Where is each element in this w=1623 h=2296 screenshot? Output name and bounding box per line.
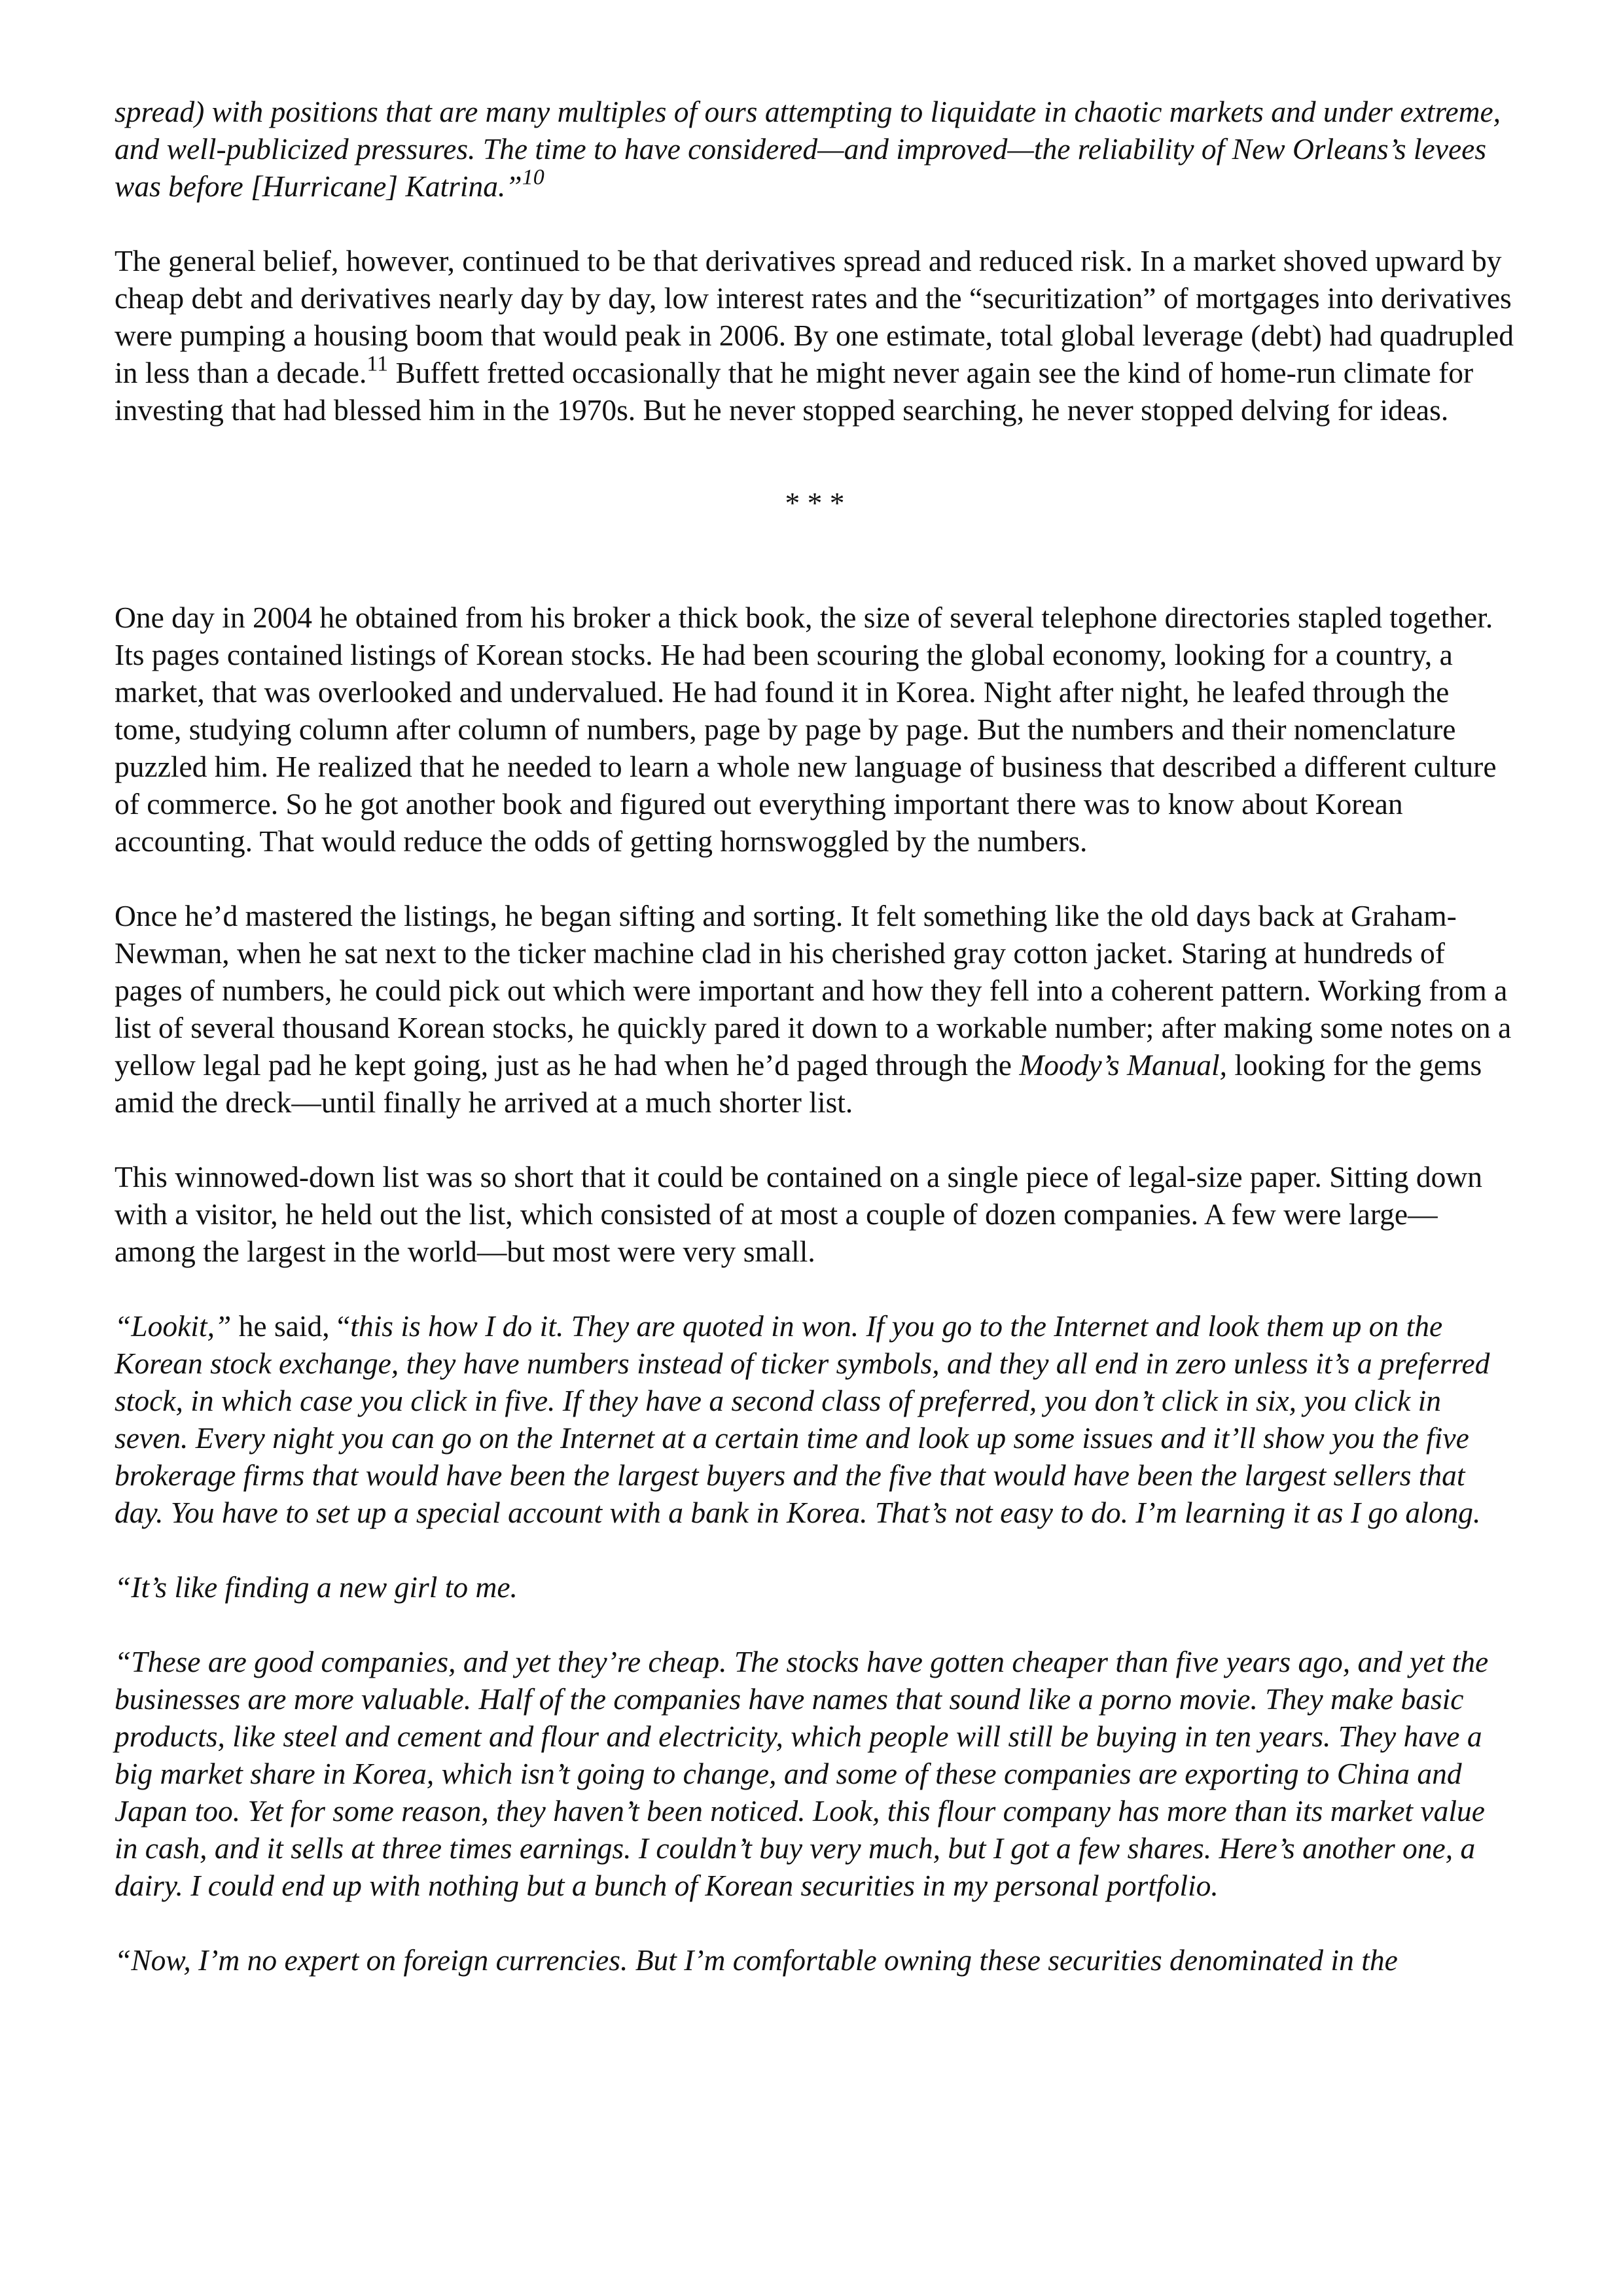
paragraph-lookit-quote (115, 1307, 1515, 1531)
paragraph-new-girl (115, 1568, 1515, 1606)
text-segment: One day in 2004 he obtained from his broker a thick book, the size of several telephone directories stapled together. Its pages contained listings of Korean stocks. He had been scouring the global economy, looking for a country, a market, that was overlooked and undervalued. He had found it in Korea. Night after night, he leafed through the tome, studying column after column of numbers, page by page by page. But the numbers and their nomenclature puzzled him. He realized that he needed to learn a whole new language of business that described a different culture of commerce. So he got another book and figured out everything important there was to know about Korean accounting. That would reduce the odds of getting hornswoggled by the numbers. (115, 601, 1497, 858)
paragraph-foreign-currencies (115, 1941, 1515, 1979)
paragraph-quote-levees (115, 93, 1515, 205)
paragraph-korean-book (115, 599, 1515, 860)
section-break: * * * (785, 486, 845, 520)
attribution-he-said: he said, “ (231, 1309, 351, 1343)
text-segment: Once he’d mastered the listings, he began sifting and sorting. It felt something like the old days back at Graham-Newman, when he sat next to the ticker machine clad in his cherished gray cotton jacket. Staring at hundreds of pages of numbers, he could pick out which were important and how they fell into a coherent pattern. Working from a list of several thousand Korean stocks, he quickly pared it down to a workable number; after making some notes on a yellow legal pad he kept going, just as he had when he’d paged through the (115, 899, 1512, 1082)
quote-text: “Now, I’m no expert on foreign currencies. But I’m comfortable owning these securities denominated in the (115, 1943, 1398, 1977)
footnote-ref-11: 11 (366, 351, 389, 376)
text-segment: looking for the gems amid the dreck—until finally he arrived at a much shorter list. (115, 1048, 1482, 1119)
text-segment: The general belief, however, continued to be that derivatives spread and reduced risk. In a market shoved upward by cheap debt and derivatives nearly day by day, low interest rates and the “securitization” of mortgages into derivatives were pumping a housing boom that would peak in 2006. By one estimate, total global leverage (debt) had quadrupled in less than a decade. (115, 244, 1514, 389)
paragraph-sifting (115, 897, 1515, 1121)
quote-text: “It’s like finding a new girl to me. (115, 1570, 518, 1604)
quote-text: “These are good companies, and yet they’re cheap. The stocks have gotten cheaper than five years ago, and yet the businesses are more valuable. Half of the companies have names that sound like a porno movie. They make basic products, like steel and cement and flour and electricity, which people will still be buying in ten years. They have a big market share in Korea, which isn’t going to change, and some of these companies are exporting to China and Japan too. Yet for some reason, they haven’t been noticed. Look, this flour company has more than its market value in cash, and it sells at three times earnings. I couldn’t buy very much, but I got a few shares. Here’s another one, a dairy. I could end up with nothing but a bunch of Korean securities in my personal portfolio. (115, 1645, 1489, 1902)
text-segment: This winnowed-down list was so short that it could be contained on a single piece of legal-size paper. Sitting down with a visitor, he held out the list, which consisted of at most a couple of dozen companies. A few were large—among the largest in the world—but most were very small. (115, 1160, 1483, 1268)
quote-text: this is how I do it. They are quoted in won. If you go to the Internet and look them up on the Korean stock exchange, they have numbers instead of ticker symbols, and they all end in zero unless it’s a preferred stock, in which case you click in five. If they have a second class of preferred, you don’t click in six, you click in seven. Every night you can go on the Internet at a certain time and look up some issues and it’ll show you the five brokerage firms that would have been the largest buyers and the five that would have been the largest sellers that day. You have to set up a special account with a bank in Korea. That’s not easy to do. I’m learning it as I go along. (115, 1309, 1490, 1529)
book-page (115, 93, 1515, 2016)
paragraph-good-companies (115, 1643, 1515, 1904)
book-title-moodys-manual: Moody’s Manual, (1019, 1048, 1227, 1082)
quote-lookit: “Lookit,” (115, 1309, 232, 1343)
footnote-ref-10: 10 (522, 165, 544, 190)
text-segment: Buffett fretted occasionally that he might never again see the kind of home-run climate for investing that had blessed him in the 1970s. But he never stopped searching, he never stopped delving for ideas. (115, 356, 1474, 427)
paragraph-global-leverage (115, 242, 1515, 429)
paragraph-short-list (115, 1158, 1515, 1270)
text-segment: spread) with positions that are many multiples of ours attempting to liquidate in chaotic markets and under extreme, and well-publicized pressures. The time to have considered—and improved—the reliability of New Orleans’s levees was before [Hurricane] Katrina.” (115, 95, 1501, 203)
